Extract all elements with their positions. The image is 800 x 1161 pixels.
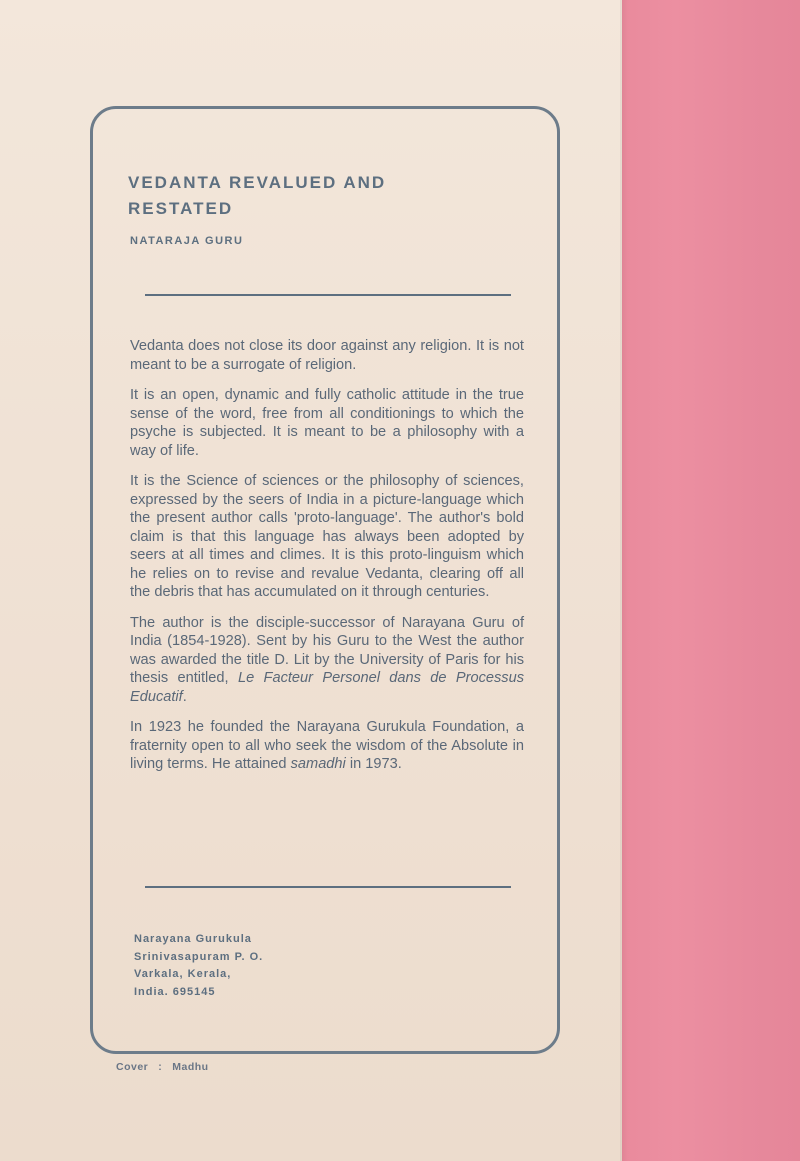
blurb-paragraph-2: It is an open, dynamic and fully catholic attitude in the true sense of the word, free from all conditionings to which the psyche is subjected. It is meant to be a philosophy with a way of life. — [130, 387, 524, 459]
samadhi-term: samadhi — [290, 756, 346, 772]
blurb-paragraph-5-text: In 1923 he founded the Narayana Gurukula Foundation, a fraternity open to all who seek the wisdom of the Absolute in living terms. He attained — [130, 719, 524, 772]
publisher-line-2: Srinivasapuram P. O. — [134, 950, 264, 963]
book-title — [128, 170, 488, 222]
blurb-paragraph-4-text: The author is the disciple-successor of Narayana Guru of India (1854-1928). Sent by his Guru to the West the author was awarded the title D. Lit by the University of Paris for his thesis entitled, — [130, 614, 524, 686]
pink-spine-band — [622, 0, 800, 1161]
blurb-paragraph-5-end: in 1973. — [345, 756, 402, 772]
cover-credit-label: Cover — [116, 1061, 149, 1073]
book-title-line-2: RESTATED — [128, 199, 234, 218]
blurb-paragraph-3: It is the Science of sciences or the philosophy of sciences, expressed by the seers of India in a picture-language which the present author calls 'proto-language'. The author's bold claim is that this language has always been adopted by seers at all times and climes. It is this proto-linguism which he relies on to revise and revalue Vedanta, clearing off all the debris that has accumulated on it through centuries. — [130, 473, 524, 600]
cover-credit-name: Madhu — [172, 1061, 209, 1073]
blurb-text — [130, 337, 524, 786]
blurb-paragraph-4 — [130, 614, 524, 707]
top-divider — [145, 294, 511, 296]
cover-credit-separator: : — [158, 1061, 163, 1073]
publisher-line-4: India. 695145 — [134, 985, 216, 998]
author-name: NATARAJA GURU — [130, 235, 244, 247]
thesis-title: Le Facteur Personel dans de Processus Educatif — [130, 670, 525, 705]
publisher-line-1: Narayana Gurukula — [134, 933, 252, 945]
blurb-paragraph-4-end: . — [182, 688, 187, 705]
bottom-divider — [145, 886, 511, 888]
spine-edge-shadow — [620, 0, 628, 1161]
blurb-paragraph-1: Vedanta does not close its door against any religion. It is not meant to be a surrogate of religion. — [130, 338, 524, 373]
publisher-address — [134, 931, 263, 1001]
book-title-line-1: VEDANTA REVALUED AND — [128, 173, 387, 192]
blurb-paragraph-5 — [130, 718, 524, 774]
cover-credit — [116, 1061, 209, 1073]
publisher-line-3: Varkala, Kerala, — [134, 968, 232, 980]
